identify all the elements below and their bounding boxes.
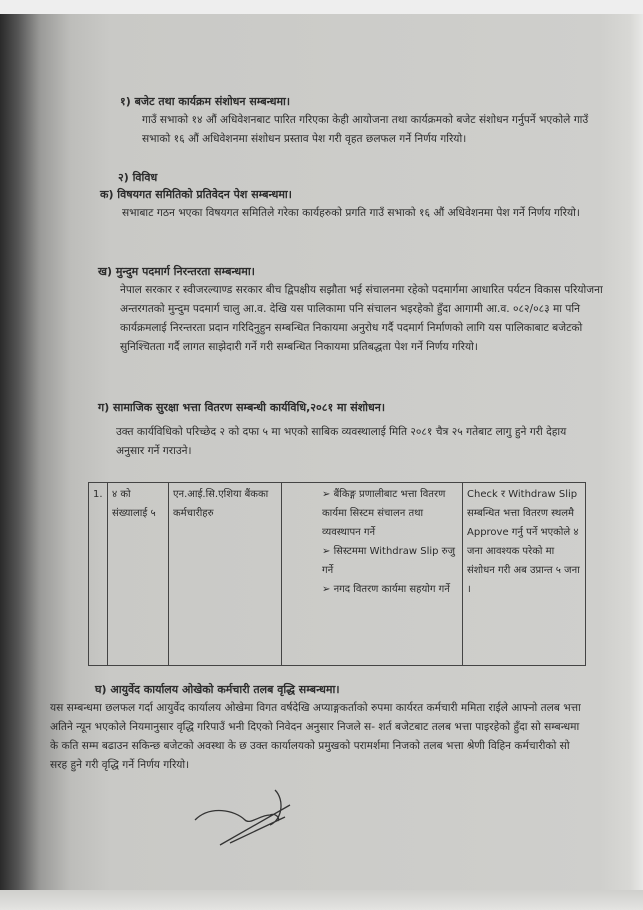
duty-item: ➢ सिस्टममा Withdraw Slip रुजु गर्ने — [322, 542, 458, 580]
cell-count: ४ को संख्यालाई ५ — [108, 483, 169, 666]
table-row — [89, 483, 586, 666]
section-gha — [50, 680, 590, 775]
section-kha-heading: ख) मुन्दुम पदमार्ग निरन्तरता सम्बन्धमा। — [98, 265, 255, 278]
section-1-heading: १) बजेट तथा कार्यक्रम संशोधन सम्बन्धमा। — [120, 95, 291, 108]
section-ga — [98, 398, 578, 461]
section-gha-heading: घ) आयुर्वेद कार्यालय ओखेको कर्मचारी तलब वृद्धि सम्बन्धमा। — [95, 683, 340, 696]
cell-staff: एन.आई.सि.एशिया बैंकका कर्मचारीहरु — [169, 483, 282, 666]
cell-duties — [282, 483, 463, 666]
section-gha-body: यस सम्बन्धमा छलफल गर्दा आयुर्वेद कार्यालय ओखेमा विगत वर्षदेखि अप्याङ्गकर्ताको रुपमा कार्यरत कर्मचारी ममिता राईले आफ्नो तलब भत्ता अतिने न्यून भएकोले नियमानुसार वृद्धि गरिपाउँ भनी दिएको निवेदन अनुसार निजले स- शर्त बजेटबाट तलब भत्ता पाइरहेको हुँदा सो सम्बन्धमा के कति सम्म बढाउन सकिन्छ बजेटको अवस्था के छ उक्त कार्यालयको प्रमुखको परामर्शमा निजको तलब भत्ता श्रेणी विहिन कर्मचारीको सो सरह हुने गरी वृद्धि गर्ने निर्णय गरियो। — [50, 702, 581, 771]
section-kha-body: नेपाल सरकार र स्वीजरल्याण्ड सरकार बीच द्विपक्षीय सझौता भई संचालनमा रहेको पदमार्गमा आधारित पर्यटन विकास परियोजना अन्तरगतको मुन्दुम पदमार्ग चालु आ.व. देखि यस पालिकामा पनि संचालन भइरहेको हुँदा आगामी आ.व. ०८२/०८३ मा पनि कार्यक्रमलाई निरन्तरता प्रदान गरिदिनुहुन सम्बन्धित निकायमा अनुरोध गर्दै पदमार्ग निर्माणको लागि यस पालिकाबाट बजेटको सुनिश्चितता गर्दै लागत साझेदारी गर्ने गरी सम्बन्धित निकायमा प्रतिबद्धता पेश गर्ने निर्णय गरियो। — [120, 284, 603, 353]
section-ga-body: उक्त कार्यविधिको परिच्छेद २ को दफा ५ मा भएको साबिक व्यवस्थालाई मिति २०८१ चैत्र २५ गतेबाट लागु हुने गरी देहाय अनुसार गर्ने गराउने। — [116, 426, 567, 457]
section-ka — [100, 185, 600, 223]
section-1 — [120, 92, 600, 149]
cell-reason: Check र Withdraw Slip सम्बन्धित भत्ता वितरण स्थलमै Approve गर्नु पर्ने भएकोले ४ जना आवश्यक परेको मा संशोधन गरी अब उप्रान्त ५ जना । — [463, 483, 586, 666]
section-ka-heading: क) विषयगत समितिको प्रतिवेदन पेश सम्बन्धमा। — [100, 188, 292, 201]
amendment-table — [88, 482, 586, 666]
scan-bottom-margin — [0, 890, 643, 910]
section-1-body: गाउँ सभाको १४ औं अधिवेशनबाट पारित गरिएका केही आयोजना तथा कार्यक्रमको बजेट संशोधन गर्नुपर्ने भएकोले गाउँ सभाको १६ औं अधिवेशनमा संशोधन प्रस्ताव पेश गरी वृहत छलफल गर्ने निर्णय गरियो। — [142, 114, 589, 145]
duty-item: ➢ नगद वितरण कार्यमा सहयोग गर्ने — [322, 580, 458, 599]
section-2-heading: २) विविध — [118, 171, 158, 184]
section-kha — [98, 262, 603, 357]
section-ga-heading: ग) सामाजिक सुरक्षा भत्ता वितरण सम्बन्धी कार्यविधि,२०८१ मा संशोधन। — [98, 401, 386, 414]
section-ka-body: सभाबाट गठन भएका विषयगत समितिले गरेका कार्यहरुको प्रगति गाउँ सभाको १६ औं अधिवेशनमा पेश गर्ने निर्णय गरियो। — [122, 207, 580, 219]
signature — [190, 785, 310, 855]
duty-item: ➢ बैंकिङ्ग प्रणालीबाट भत्ता वितरण कार्यमा सिस्टम संचालन तथा व्यवस्थापन गर्ने — [322, 485, 458, 542]
scan-top-margin — [0, 0, 643, 14]
cell-serial: 1. — [89, 483, 108, 666]
